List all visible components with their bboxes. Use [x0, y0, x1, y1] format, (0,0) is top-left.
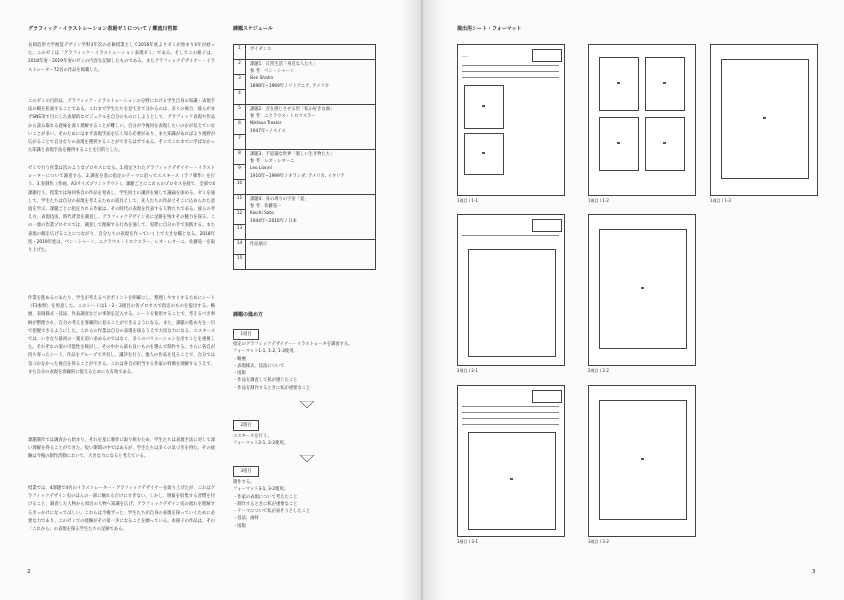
intro-paragraph-4: 作業を進めるにあたり、学生が考えるべきポイントを明確にし、整理しやすくするためにシート（F3参照）を用意した。このシートは1・2・3週目の各プロセスで指定のものを提出する。略歴、表現様式・技法、作品調査などの事項を記入する。シートを使用することで、考えるべき事柄が整理され、自分の考えを客観的に見ることができるようになる。また、課題の進め方を一目で把握できるようにした。これらの作業は自分の表現を探るうえで大切な力になる。エスキースでは、いきなり最初の一案を追い求めるのではなく、多くのバリエーションを出すことを重視した。それぞれの案の可能性を検討し、その中から最も良いものを選んで制作する。さらに各自が持ち寄ったシート、作品をグループで共有し、講評を行う。他人の作品を見ることで、自分では気づかなかった視点を得ることができる。これは各自が担当する作家の特徴を理解するうえで、また自分の表現を客観的に捉えるためにも有効である。: [28, 296, 215, 375]
rule-line: [462, 412, 559, 413]
schedule-line: 1898年−1969年 / リトアニア, アメリカ: [250, 83, 330, 89]
down-arrow-icon: [300, 455, 314, 462]
schedule-line: 課題1：日常生活「身近な人たち」: [250, 62, 318, 67]
step-1-text: [233, 341, 353, 392]
format-caption-3-1: 3週目 / 3-1: [457, 539, 478, 544]
schedule-line: 課題3：不思議な世界「楽しい生き物たち」: [250, 152, 335, 157]
schedule-title: 課題スケジュール: [233, 26, 273, 32]
right-page: [423, 0, 844, 600]
image-box: [645, 57, 685, 111]
schedule-row: [234, 150, 376, 165]
schedule-row: [234, 195, 376, 210]
schedule-line: 1910年−1999年 / オランダ, アメリカ, イタリア: [250, 173, 345, 179]
rule-line: [462, 71, 559, 72]
step-3-line: 制作する。: [233, 480, 255, 485]
intro-paragraph-2: このゼミの目的は、グラフィック・イラストレーションの分野における学生自身の知識・表現手法の幅を拡張することである。これまで学生たちを見てきて分かるのは、多くの場合、彼らがまずSNS等で目にした表層的なビジュアルを自分のものにしようとして、グラフィック表現や作品から読み取れる意味を深く理解することが難しい。自分が今後何を表現したいのかが見えていないことが多い。そのためにはまず表現手法を広く知る必要があり、また知識があればより視野が広がることで自分なりの表現を選択することができるはずである。そこでこれまでに学ばなかった知識と表現手法を獲得することを目的とした。: [28, 99, 215, 154]
rule-line: [462, 406, 559, 407]
schedule-row: [234, 60, 376, 75]
intro-title: グラフィック・イラストレーション表現ゼミについて / 鄭流川哲郎: [28, 26, 178, 32]
format-title: 提出用シート・フォーマット: [457, 26, 522, 32]
format-caption-1-2: 1週目 / 1-2: [588, 198, 609, 203]
name-box: [532, 390, 562, 403]
schedule-row: [234, 105, 376, 120]
schedule-description: [246, 150, 376, 195]
format-sheet-1-1: [457, 44, 565, 196]
schedule-session-number: 5: [234, 105, 246, 120]
down-arrow-icon: [300, 401, 314, 408]
name-box: [532, 49, 562, 62]
step-2-label: 2週目: [233, 420, 259, 431]
rule-line: [462, 418, 559, 419]
image-box: [599, 117, 639, 171]
step-1-line: ・表現様式、技法について: [233, 363, 285, 369]
step-1-line: ・略歴: [233, 356, 246, 362]
step-3-line: ・技法、画材: [233, 516, 259, 522]
sheet-label: ────: [462, 55, 469, 58]
schedule-session-number: 15: [234, 255, 246, 270]
schedule-session-number: 2: [234, 60, 246, 75]
schedule-line: 参 考：ニクラウス・トロクスラー: [250, 114, 316, 120]
schedule-line: 作品展示: [250, 242, 268, 247]
schedule-description: [246, 60, 376, 105]
schedule-session-number: 7: [234, 135, 246, 150]
schedule-line: Koichi Sato: [250, 211, 274, 217]
placeholder-mark: [482, 152, 485, 154]
step-3-line: ・制作するときに私が重要なこと: [233, 501, 298, 507]
rule-line: [462, 235, 559, 236]
placeholder-mark: [641, 287, 644, 289]
format-sheet-1-2: [588, 44, 696, 196]
placeholder-mark: [663, 82, 666, 84]
placeholder-mark: [510, 478, 513, 480]
schedule-session-number: 8: [234, 150, 246, 165]
step-3-line: ・テーマについて私が表そうとしたこと: [233, 509, 311, 515]
intro-paragraph-1: 長岡造形大学視覚デザイン学科3年次の必修授業として2016年度よりゼミが始まり4年が経った。このゼミは「グラフィック・イラストレーション表現ゼミ」である。そしてこの冊子は、2018年度・2019年度のゼミの内容を記録したものである。またグラフィックデザイナー・イラストレーター72名の作品を掲載した。: [28, 43, 215, 73]
image-box: [599, 229, 687, 349]
step-2-text: [233, 433, 288, 448]
placeholder-mark: [763, 117, 766, 119]
image-box: [464, 85, 504, 129]
schedule-session-number: 13: [234, 225, 246, 240]
schedule-line: Leo Lionni: [250, 166, 272, 172]
schedule-description: [246, 195, 376, 240]
schedule-session-number: 6: [234, 120, 246, 135]
rule-line: [462, 424, 559, 425]
placeholder-mark: [617, 142, 620, 144]
page-number-right: 3: [812, 569, 816, 575]
schedule-line: 課題4：身の周りの宇宙「宴」: [250, 197, 309, 202]
schedule-session-number: 3: [234, 75, 246, 90]
image-box: [464, 133, 504, 175]
intro-paragraph-6: 授業では、4課題で4名のイラストレーター・グラフィックデザイナーを取り上げたが、これはグラフィックデザイン史のほんの一部に触れるだけにすぎない。しかし、情報を収集する習慣を付けること、調査した人物から周辺の人物へ知識を広げ、グラフィックデザイン史の流れを理解するきっかけになってほしい。これらは今後ずっと、学生たちが自身の表現を探っていくために必要な力であり、このゼミでの経験がその第一歩になることを願っている。本冊子の作品は、その「これから」の表現を探る学生たちの足跡である。: [28, 486, 215, 533]
process-title: 課題の進め方: [233, 312, 264, 318]
step-1-line: ・図版: [233, 371, 246, 377]
format-sheet-3-2: [588, 385, 696, 537]
intro-paragraph-3: ゼミで行う作業は次のようなプロセスになる。1.指定されたグラフィックデザイナー・イラストレーターについて調査する。2.調査を基に指定のテーマに沿ってエスキース（ラフ制作）を行う。3.実制作（作画、A3サイズプリントアウト）。課題ごとにこれらのプロセスを経て、全部で4課題行う。授業では毎回各自の作品を発表し、学生同士の講評を通して議論を深める。ゼミを通して、学生たちは自分の表現を考えるための道具として、先人たちの作品とそこに込められた意図を学ぶ。課題ごとに指定される作家は、その時代の表現を代表する人物たちである。彼らの考え方、表現技法、時代背景を調査し、グラフィックデザイン史に足跡を残すその魅力を探る。この一連の作業プロセスでは、調査して理解する行為を通して、実際に自分の手で実践する。また表現の幅を広げることにつながり、自分たちの表現を作っていく上で大きな糧となる。2018年度・2019年度は、ベン・シャーン、ニクラウス・トロクスラー、レオ・レオーニ、佐藤晃一を取り上げた。: [28, 166, 215, 254]
format-caption-3-2: 3週目 / 3-2: [588, 539, 609, 544]
book-gutter: [400, 0, 444, 600]
schedule-session-number: 4: [234, 90, 246, 105]
image-box: [721, 59, 809, 179]
format-caption-2-1: 2週目 / 2-1: [457, 368, 478, 373]
image-box: [599, 400, 687, 520]
name-box: [532, 219, 562, 232]
schedule-line: 参 考：佐藤晃一: [250, 204, 282, 210]
schedule-description: [246, 45, 376, 60]
step-1-label: 1週目: [233, 329, 259, 340]
schedule-line: 参 考：レオ・レオーニ: [250, 159, 295, 165]
schedule-session-number: 14: [234, 240, 246, 255]
schedule-session-number: 10: [234, 180, 246, 195]
schedule-line: 参 考：ベン・シャーン: [250, 69, 295, 75]
format-sheet-2-2: [588, 214, 696, 366]
schedule-description: [246, 240, 376, 270]
schedule-description: [246, 105, 376, 150]
placeholder-mark: [663, 142, 666, 144]
page-number-left: 2: [27, 569, 31, 575]
format-sheet-1-3: [710, 44, 818, 196]
schedule-line: 課題2：音を感じさせる形「私の好きな曲」: [250, 107, 335, 112]
schedule-line: 1947年− / スイス: [250, 128, 286, 134]
step-1-line: フォーマット1-1, 1-2, 1-3使用。: [233, 349, 298, 355]
step-2-line: エスキースを行う。: [233, 434, 272, 439]
intro-paragraph-5: 課題制作では調査から始まり、それを基に制作に取り組むため、学生たちは表現手法に対して深い理解を得ることができた。短い期間の中ではあるが、学生たちは多くの気づきを得た。その経験は今後の制作活動において、大きな力になると考えている。: [28, 438, 215, 460]
schedule-line: Ben Shahn: [250, 76, 274, 82]
schedule-session-number: 9: [234, 165, 246, 180]
format-sheet-2-1: [457, 214, 565, 366]
step-3-line: ・図版: [233, 523, 246, 529]
step-3-label: 3週目: [233, 466, 259, 477]
step-2-line: フォーマット2-1, 2-2使用。: [233, 441, 289, 447]
schedule-line: 1944年−2016年 / 日本: [250, 218, 297, 224]
left-page: [0, 0, 421, 600]
format-sheet-3-1: [457, 385, 565, 537]
schedule-row: [234, 45, 376, 60]
image-box: [468, 249, 556, 357]
image-box: [468, 432, 556, 530]
image-box: [645, 117, 685, 171]
step-3-text: [233, 479, 310, 530]
placeholder-mark: [641, 458, 644, 460]
schedule-session-number: 11: [234, 195, 246, 210]
rule-line: [462, 77, 559, 78]
step-1-line: 指定のグラフィックデザイナー・イラストレータを調査する。: [233, 342, 353, 347]
schedule-row: [234, 240, 376, 255]
schedule-session-number: 1: [234, 45, 246, 60]
placeholder-mark: [482, 105, 485, 107]
placeholder-mark: [617, 82, 620, 84]
step-1-line: ・作品を制作するときに私が重要なこと: [233, 385, 311, 391]
image-box: [599, 57, 639, 111]
format-caption-1-1: 1週目 / 1-1: [457, 198, 478, 203]
schedule-session-number: 12: [234, 210, 246, 225]
format-caption-2-2: 2週目 / 2-2: [588, 368, 609, 373]
format-caption-1-3: 1週目 / 1-3: [710, 198, 731, 203]
schedule-line: ガイダンス: [250, 47, 272, 52]
schedule-line: Niklaus Troxler: [250, 121, 282, 127]
step-3-line: ・作家の表現について考えたこと: [233, 494, 298, 500]
rule-line: [462, 65, 559, 66]
step-3-line: フォーマット3-1, 3-2使用。: [233, 487, 289, 493]
schedule-table: [233, 44, 376, 270]
step-1-line: ・作品を調査して私が感じたこと: [233, 378, 298, 384]
